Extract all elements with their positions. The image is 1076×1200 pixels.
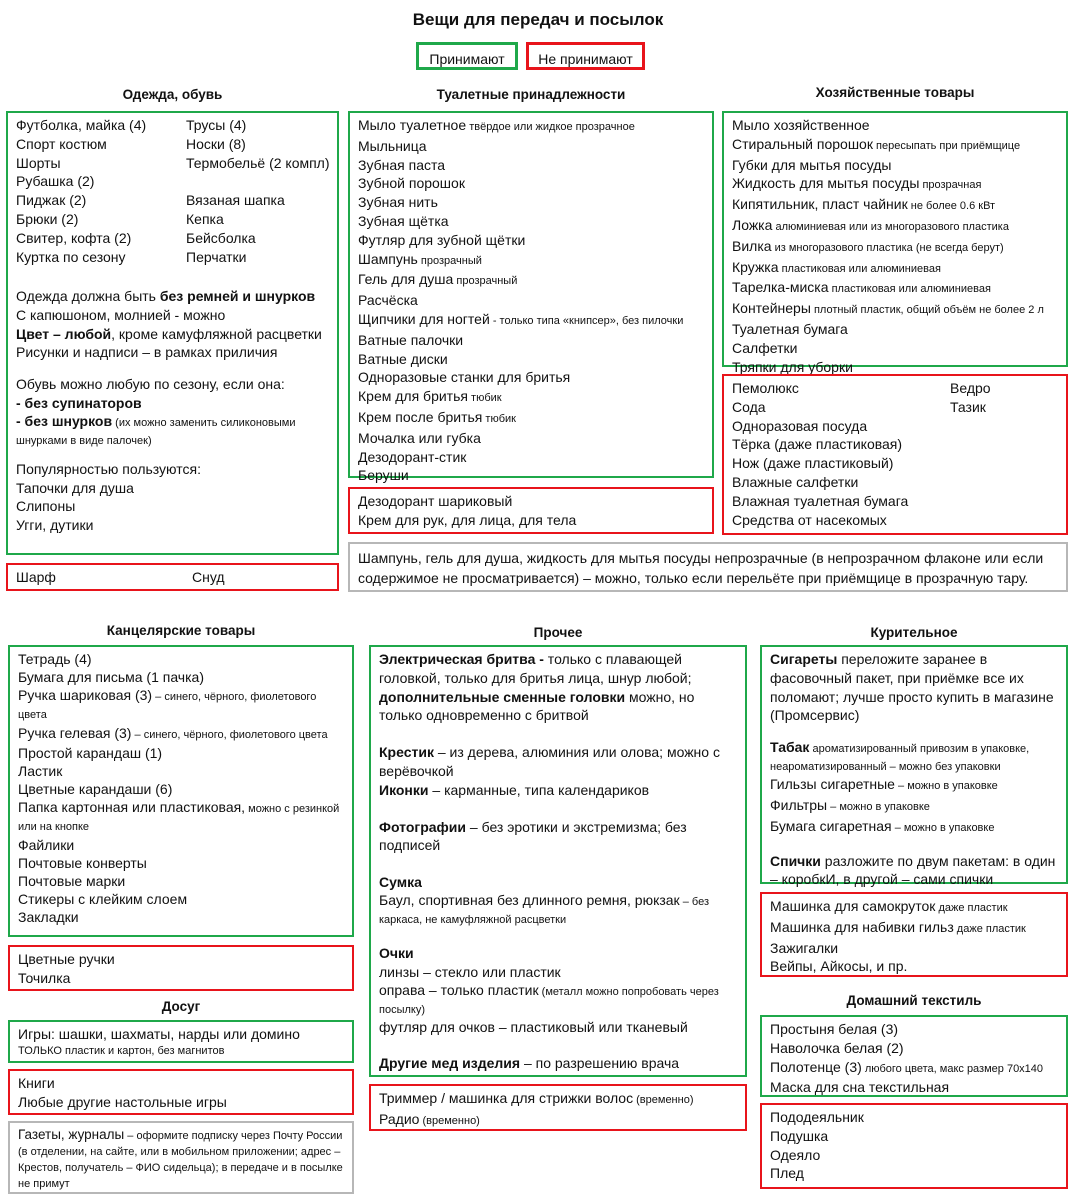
clothes-rule-hood: С капюшоном, молнией - можно (16, 306, 226, 323)
clothes-col2 (186, 116, 330, 266)
household-item: Туалетная бумага (732, 320, 848, 337)
rejected-item: Ведро (950, 380, 991, 396)
stationery-item: Ручка шариковая (3) – синего, чёрного, фиолетового цвета (18, 687, 317, 721)
stationery-item: Почтовые марки (18, 873, 126, 889)
clothes-heading: Одежда, обувь (122, 87, 223, 102)
rejected-item: Одноразовая посуда (732, 417, 868, 434)
rejected-item: Пододеяльник (770, 1109, 864, 1125)
rejected-item: Машинка для набивки гильз даже пластик (770, 918, 1026, 935)
smoking-accepted-box (760, 645, 1068, 888)
stationery-item: Файлики (18, 837, 75, 853)
toiletries-accepted-box (348, 111, 714, 484)
toiletries-heading: Туалетные принадлежности (436, 87, 626, 102)
household-rejected-box (722, 374, 1068, 535)
stationery-rejected-box (8, 945, 354, 991)
textile-rejected-list (770, 1108, 1058, 1183)
toiletries-list (358, 116, 704, 485)
stationery-item: Цветные карандаши (6) (18, 781, 173, 797)
stationery-accepted-box (8, 645, 354, 937)
stationery-list (18, 651, 344, 925)
toiletry-item: Зубная щётка (358, 212, 449, 229)
household-list (732, 116, 1058, 376)
rejected-item: Влажная туалетная бумага (732, 492, 909, 509)
household-item: Мыло хозяйственное (732, 117, 870, 133)
legend-accepted: Принимают (416, 42, 518, 70)
stationery-item: Стикеры с клейким слоем (18, 891, 188, 907)
bag-item: Баул, спортивная без длинного ремня, рюкзак – без каркаса, не камуфляжной расцветки (379, 891, 710, 926)
clothes-accepted-box (6, 111, 339, 555)
clothing-item: Бейсболка (186, 229, 256, 246)
smoking-item: Гильзы сигаретные – можно в упаковке (770, 776, 998, 793)
other-rejected-box (369, 1084, 747, 1131)
clothing-item: Футболка, майка (4) (16, 117, 147, 133)
clothing-item (186, 172, 330, 191)
rejected-item: Нож (даже пластиковый) (732, 455, 894, 472)
household-item: Ложка алюминиевая или из многоразового пластика (732, 216, 1009, 233)
popular-list (16, 479, 329, 535)
rejected-item: Точилка (18, 969, 71, 986)
rejected-item: Подушка (770, 1127, 829, 1144)
rejected-item: Средства от насекомых (732, 511, 887, 528)
household-item: Контейнеры плотный пластик, общий объём не более 2 л (732, 300, 1044, 317)
clothes-rule-belts: Одежда должна быть без ремней и шнурков (16, 288, 316, 304)
games-item: Игры: шашки, шахматы, нарды или домино (18, 1026, 300, 1042)
popular-item: Тапочки для душа (16, 479, 134, 496)
clothing-item: Шорты (16, 154, 61, 171)
cross-item: Крестик – из дерева, алюминия или олова; можно с верёвочкой (379, 744, 720, 779)
stationery-heading: Канцелярские товары (106, 623, 256, 638)
toiletry-item: Футляр для зубной щётки (358, 231, 526, 248)
stationery-item: Простой карандаш (1) (18, 745, 163, 761)
rejected-item: Вейпы, Айкосы, и пр. (770, 958, 908, 975)
toiletry-item: Одноразовые станки для бритья (358, 369, 571, 386)
rejected-item: Книги (18, 1075, 55, 1091)
toiletry-item: Мочалка или губка (358, 429, 481, 446)
textile-accepted-box (760, 1015, 1068, 1097)
clothing-item: Пиджак (2) (16, 192, 87, 209)
shoes-intro: Обувь можно любую по сезону, если она: (16, 376, 285, 393)
stationery-item: Ручка гелевая (3) – синего, чёрного, фиолетового цвета (18, 725, 328, 741)
smoking-item: Фильтры – можно в упаковке (770, 796, 930, 813)
leisure-rejected-box (8, 1069, 354, 1115)
matches-item: Спички разложите по двум пакетам: в один – коробкИ, в другой – сами спички (770, 852, 1056, 888)
clothing-item: Термобельё (2 компл) (186, 154, 330, 171)
med-item: Другие мед изделия – по разрешению врача (379, 1055, 680, 1072)
toiletry-item: Крем после бритья тюбик (358, 408, 516, 425)
textile-rejected-box (760, 1103, 1068, 1189)
popular-item: Слипоны (16, 498, 76, 515)
toiletry-item: Расчёска (358, 292, 418, 309)
toiletry-item: Зубная паста (358, 156, 446, 173)
rejected-item: Тёрка (даже пластиковая) (732, 436, 903, 453)
textile-item: Полотенце (3) любого цвета, макс размер 70х140 (770, 1058, 1044, 1075)
textile-item: Простыня белая (3) (770, 1021, 899, 1037)
rejected-item: Триммер / машинка для стрижки волос (временно) (379, 1090, 694, 1106)
household-item: Тарелка-миска пластиковая или алюминиевая (732, 279, 991, 296)
page-title: Вещи для передач и посылок (412, 10, 664, 29)
games-note: ТОЛЬКО пластик и картон, без магнитов (18, 1045, 225, 1057)
cigarettes-item: Сигареты переложите заранее в фасовочный пакет, при приёмке все их поломают; лучше просто купить в магазине (Промсервис) (770, 651, 1054, 724)
legend-rejected: Не принимают (526, 42, 645, 70)
rejected-snood: Снуд (192, 569, 225, 585)
rejected-item: Дезодорант шариковый (358, 493, 513, 509)
household-item: Стиральный порошок пересыпать при приёмщице (732, 135, 1021, 152)
glasses-case: футляр для очков – пластиковый или тканевый (379, 1018, 688, 1035)
stationery-item: Бумага для письма (1 пачка) (18, 669, 204, 685)
clothing-item: Перчатки (186, 248, 247, 265)
clothes-rule-prints: Рисунки и надписи – в рамках приличия (16, 344, 278, 361)
rejected-item: Любые другие настольные игры (18, 1093, 227, 1110)
stationery-item: Ластик (18, 763, 63, 779)
clothing-item: Трусы (4) (186, 117, 247, 133)
bag-heading: Сумка (379, 874, 422, 891)
rejected-scarf: Шарф (16, 569, 56, 585)
popular-item: Угги, дутики (16, 517, 94, 534)
toiletry-item: Зубная нить (358, 194, 438, 211)
household-rejected-col2 (950, 379, 991, 417)
clothing-item: Рубашка (2) (16, 173, 95, 190)
photo-item: Фотографии – без эротики и экстремизма; без подписей (379, 818, 687, 854)
rejected-item: Радио (временно) (379, 1110, 480, 1127)
leisure-heading: Досуг (161, 999, 201, 1014)
toiletry-item: Щипчики для ногтей - только типа «книпсер», без пилочки (358, 310, 684, 327)
stationery-item: Папка картонная или пластиковая, можно с резинкой или на кнопке (18, 799, 340, 833)
toiletry-item: Ватные палочки (358, 331, 464, 348)
press-note-box (8, 1121, 354, 1194)
glasses-frame: оправа – только пластик (металл можно попробовать через посылку) (379, 981, 719, 1016)
clothing-item: Вязаная шапка (186, 192, 285, 209)
clothing-item: Спорт костюм (16, 135, 107, 152)
household-item: Жидкость для мытья посуды прозрачная (732, 175, 982, 192)
smoking-item: Бумага сигаретная – можно в упаковке (770, 817, 995, 834)
rejected-item: Машинка для самокруток даже пластик (770, 898, 1008, 914)
other-accepted-box (369, 645, 747, 1077)
smoking-rejected-list (770, 897, 1058, 976)
toiletry-item: Беруши (358, 467, 409, 484)
toiletry-item: Шампунь прозрачный (358, 250, 482, 267)
razor-item: Электрическая бритва - только с плавающей головкой, только для бритья лица, шнур любой; дополнительные сменные головки можно, но только одновременно с бритвой (379, 651, 695, 724)
rejected-item: Одеяло (770, 1146, 821, 1163)
tobacco-item: Табак ароматизированный привозим в упаковке, неароматизированный – можно без упаковки (770, 739, 1030, 774)
household-accepted-box (722, 111, 1068, 375)
smoking-rejected-box (760, 892, 1068, 977)
shampoo-note: Шампунь, гель для душа, жидкость для мытья посуды непрозрачные (в непрозрачном флаконе или если содержимое не просматривается) – можно, только если перельёте при приёмщице в прозрачную тару. (348, 542, 1068, 592)
clothes-rejected-box (6, 563, 339, 591)
clothing-item: Брюки (2) (16, 210, 79, 227)
rejected-item: Сода (732, 398, 766, 415)
stationery-item: Тетрадь (4) (18, 651, 92, 667)
clothing-item: Кепка (186, 210, 224, 227)
household-item: Вилка из многоразового пластика (не всегда берут) (732, 237, 1004, 254)
smoking-heading: Курительное (870, 625, 958, 640)
textile-heading: Домашний текстиль (846, 993, 982, 1008)
rejected-item: Зажигалки (770, 939, 839, 956)
press-item: Газеты, журналы (18, 1127, 125, 1142)
toiletry-item: Мыло туалетное твёрдое или жидкое прозрачное (358, 117, 635, 133)
toiletry-item: Ватные диски (358, 350, 448, 367)
household-rejected-col1 (732, 379, 1058, 529)
rejected-item: Тазик (950, 398, 986, 415)
toiletry-item: Крем для бритья тюбик (358, 388, 502, 405)
leisure-accepted-box (8, 1020, 354, 1063)
rejected-item: Крем для рук, для лица, для тела (358, 511, 577, 528)
rejected-item: Цветные ручки (18, 951, 115, 967)
shoes-rule-laces: - без шнурков (их можно заменить силиконовыми шнурками в виде палочек) (16, 412, 296, 447)
toiletry-item: Дезодорант-стик (358, 448, 467, 465)
rejected-item: Влажные салфетки (732, 473, 859, 490)
rejected-item: Плед (770, 1165, 804, 1182)
other-rejected-list (379, 1089, 737, 1131)
clothes-col1 (16, 116, 146, 266)
toiletries-rejected-box (348, 487, 714, 534)
other-heading: Прочее (533, 625, 583, 640)
clothes-rule-color: Цвет – любой, кроме камуфляжной расцветки (16, 325, 322, 342)
glasses-lenses: линзы – стекло или пластик (379, 963, 561, 980)
textile-item: Маска для сна текстильная (770, 1079, 950, 1096)
shoes-rule-insoles: - без супинаторов (16, 394, 142, 411)
textile-list (770, 1020, 1058, 1097)
toiletry-item: Зубной порошок (358, 175, 465, 192)
glasses-heading: Очки (379, 944, 414, 961)
popular-intro: Популярностью пользуются: (16, 460, 201, 477)
stationery-item: Закладки (18, 909, 79, 925)
stationery-item: Почтовые конверты (18, 855, 147, 871)
smoking-list (770, 775, 1058, 837)
icons-item: Иконки – карманные, типа календариков (379, 781, 650, 798)
household-heading: Хозяйственные товары (815, 85, 975, 100)
toiletry-item: Мыльница (358, 137, 427, 154)
household-item: Салфетки (732, 339, 798, 356)
clothing-item: Куртка по сезону (16, 248, 126, 265)
household-item: Тряпки для уборки (732, 358, 853, 375)
household-item: Кружка пластиковая или алюминиевая (732, 258, 941, 275)
clothing-item: Носки (8) (186, 135, 246, 152)
rejected-item: Пемолюкс (732, 380, 799, 396)
household-item: Губки для мытья посуды (732, 156, 892, 173)
toiletry-item: Гель для душа прозрачный (358, 271, 518, 288)
clothing-item: Свитер, кофта (2) (16, 229, 132, 246)
household-item: Кипятильник, пласт чайник не более 0.6 кВт (732, 196, 996, 213)
press-note: – оформите подписку через Почту России (в отделении, на сайте, или в мобильном приложении; адрес – Крестов, получатель – ФИО сидельца); в передаче и в посылке не примут (18, 1130, 343, 1190)
textile-item: Наволочка белая (2) (770, 1039, 904, 1056)
